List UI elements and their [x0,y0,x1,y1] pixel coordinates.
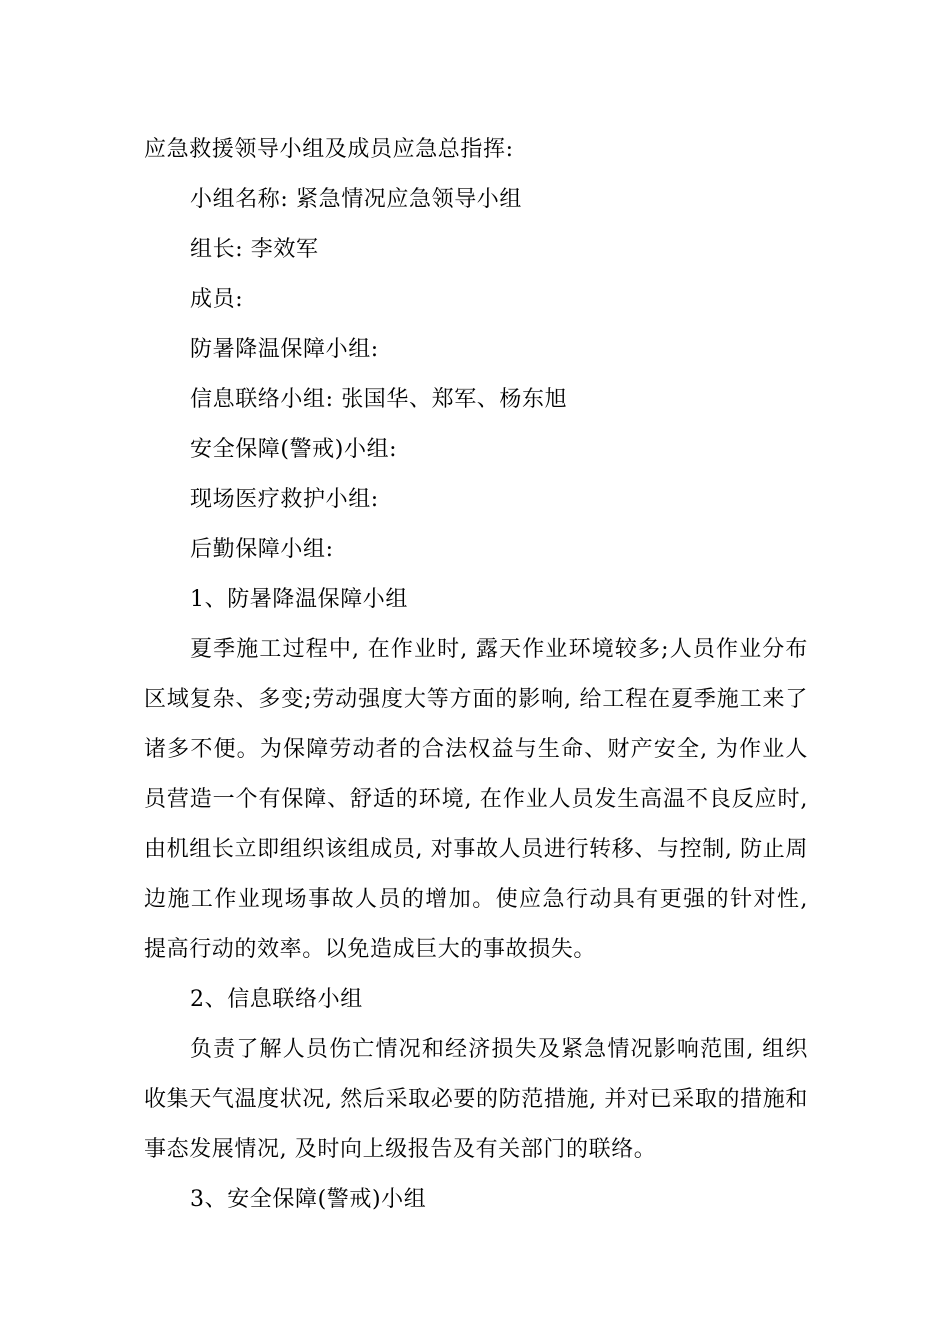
document-heading: 应急救援领导小组及成员应急总指挥: [144,137,514,162]
group-name: 小组名称: 紧急情况应急领导小组 [190,187,523,212]
group-leader: 组长: 李效军 [190,237,319,262]
subgroup-logistics: 后勤保障小组: [190,537,334,562]
section-title-3: 3、安全保障(警戒)小组 [190,1187,427,1212]
subgroup-liaison: 信息联络小组: 张国华、郑军、杨东旭 [190,387,568,412]
section-body-2: 负责了解人员伤亡情况和经济损失及紧急情况影响范围, 组织收集天气温度状况, 然后采取必要的防范措施, 并对已采取的措施和事态发展情况, 及时向上级报告及有关部门的联络。 [144,1037,808,1162]
subgroup-security: 安全保障(警戒)小组: [190,437,398,462]
group-members: 成员: [190,287,244,312]
section-title-1: 1、防暑降温保障小组 [190,587,408,612]
subgroup-cooling: 防暑降温保障小组: [190,337,379,362]
subgroup-medical: 现场医疗救护小组: [190,487,379,512]
section-body-1: 夏季施工过程中, 在作业时, 露天作业环境较多;人员作业分布区域复杂、多变;劳动强度大等方面的影响, 给工程在夏季施工来了诸多不便。为保障劳动者的合法权益与生命、财产安全, 为作业人员营造一个有保障、舒适的环境, 在作业人员发生高温不良反应时, 由机组长立即组织该组成员, 对事故人员进行转移、与控制, 防止周边施工作业现场事故人员的增加。使应急行动具有更强的针对性, 提高行动的效率。以免造成巨大的事故损失。 [144,637,808,962]
section-title-2: 2、信息联络小组 [190,987,363,1012]
